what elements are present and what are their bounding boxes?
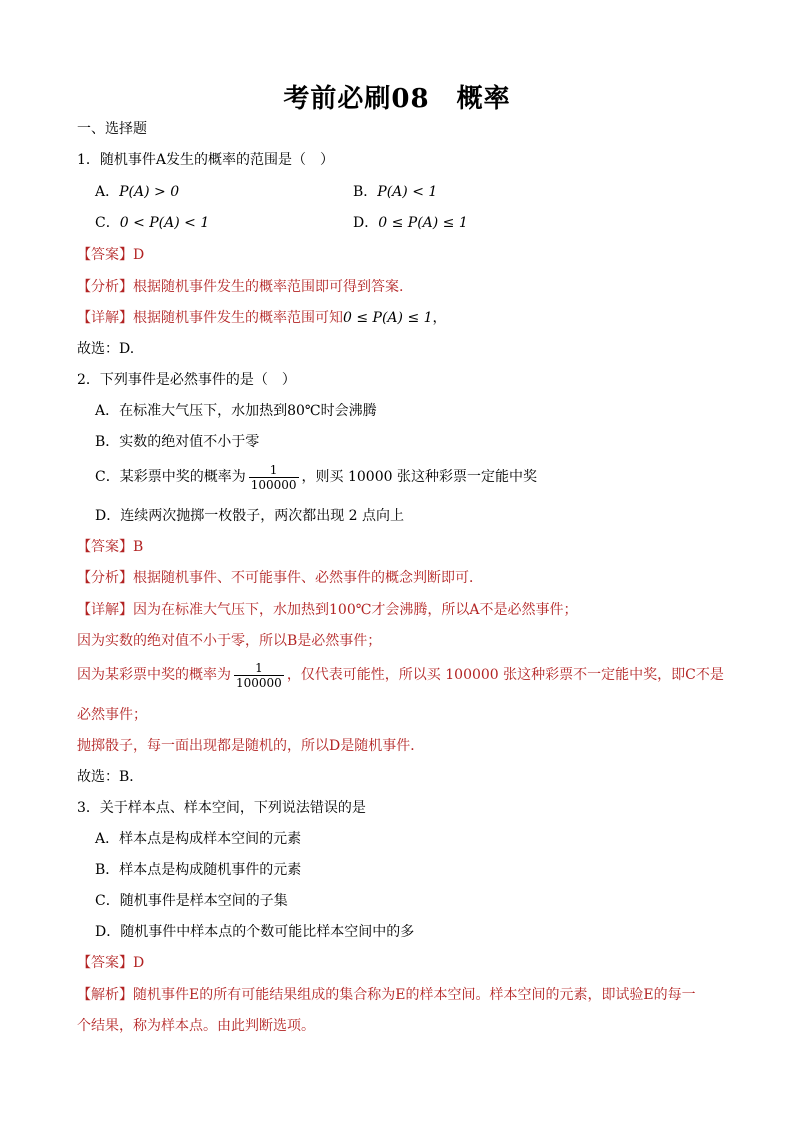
q1-answer: 【答案】D	[77, 247, 145, 263]
q2-option-d: D．连续两次抛掷一枚骰子，两次都出现 2 点向上	[95, 508, 405, 524]
answer-tag: 【答案】	[77, 539, 133, 555]
answer-tag: 【答案】	[77, 955, 133, 971]
q1-option-c-math: 0 < P(A) < 1	[119, 215, 210, 231]
fraction: $\frac{1}{100000}$	[236, 660, 282, 690]
q2-option-c: C．某彩票中奖的概率为 $\frac{1}{100000}$ ，则买 10000 张这种彩票一定能中奖	[95, 462, 537, 492]
q3-option-c: C．随机事件是样本空间的子集	[95, 893, 288, 909]
q2-detail-line-5: 抛掷骰子，每一面出现都是随机的，所以D是随机事件．	[77, 738, 425, 754]
q2-answer: 【答案】B	[77, 539, 144, 555]
q3-stem: 3．关于样本点、样本空间，下列说法错误的是	[77, 800, 366, 816]
page-title: 考前必刷08 概率	[283, 84, 511, 114]
q1-option-d: D．0 ≤ P(A) ≤ 1	[353, 215, 468, 231]
q2-detail-line-2: 因为实数的绝对值不小于零，所以B是必然事件；	[77, 633, 382, 649]
q1-detail: 【详解】根据随机事件发生的概率范围可知0 ≤ P(A) ≤ 1，	[77, 310, 447, 326]
q1-option-a: A．P(A) > 0	[95, 184, 180, 200]
q2-detail-line-3: 因为某彩票中奖的概率为 $\frac{1}{100000}$ ，仅代表可能性，所以买 100000 张这种彩票不一定能中奖，即C不是	[77, 660, 724, 690]
q1-stem: 1．随机事件A发生的概率的范围是（ ）	[77, 152, 335, 168]
q2-analysis: 【分析】根据随机事件、不可能事件、必然事件的概念判断即可．	[77, 570, 483, 586]
q3-option-d: D．随机事件中样本点的个数可能比样本空间中的多	[95, 924, 415, 940]
detail-tag: 【详解】	[77, 602, 133, 618]
q2-option-a: A．在标准大气压下，水加热到80℃时会沸腾	[95, 403, 377, 419]
q1-option-b-math: P(A) < 1	[377, 184, 438, 200]
fraction: $\frac{1}{100000}$	[250, 462, 297, 492]
q2-option-b: B．实数的绝对值不小于零	[95, 434, 260, 450]
q1-option-b: B．P(A) < 1	[353, 184, 438, 200]
q2-conclusion: 故选：B．	[77, 769, 144, 785]
q3-analysis-line-2: 个结果，称为样本点。由此判断选项。	[77, 1018, 315, 1034]
q1-conclusion: 故选：D.	[77, 341, 135, 357]
q3-option-a: A．样本点是构成样本空间的元素	[95, 831, 302, 847]
q1-option-a-math: P(A) > 0	[119, 184, 180, 200]
q2-stem: 2．下列事件是必然事件的是（ ）	[77, 372, 296, 388]
section-heading: 一、选择题	[77, 121, 147, 137]
analysis-tag: 【分析】	[77, 279, 133, 295]
q1-option-d-math: 0 ≤ P(A) ≤ 1	[378, 215, 468, 231]
answer-tag: 【答案】	[77, 247, 133, 263]
detail-tag: 【详解】	[77, 310, 133, 326]
analysis-tag: 【解析】	[77, 987, 133, 1003]
q3-option-b: B．样本点是构成随机事件的元素	[95, 862, 302, 878]
q2-detail-line-1: 【详解】因为在标准大气压下，水加热到100℃才会沸腾，所以A不是必然事件；	[77, 602, 578, 618]
q3-answer: 【答案】D	[77, 955, 145, 971]
q1-option-c: C．0 < P(A) < 1	[95, 215, 210, 231]
analysis-tag: 【分析】	[77, 570, 133, 586]
q2-detail-line-4: 必然事件；	[77, 707, 147, 723]
q3-analysis-line-1: 【解析】随机事件E的所有可能结果组成的集合称为E的样本空间。样本空间的元素，即试验E的每一	[77, 987, 696, 1003]
q1-analysis: 【分析】根据随机事件发生的概率范围即可得到答案.	[77, 279, 404, 295]
